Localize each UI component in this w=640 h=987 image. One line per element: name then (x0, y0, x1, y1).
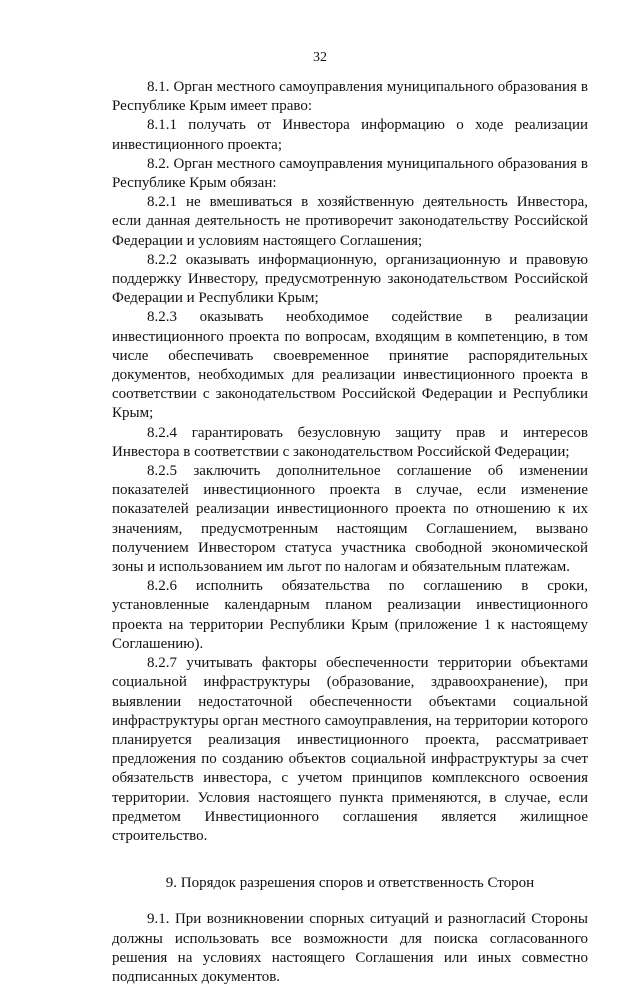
page-number: 32 (313, 50, 327, 65)
clause-8-2-6: 8.2.6 исполнить обязательства по соглашению в сроки, установленные календарным планом реализации инвестиционного проекта на территории Республики Крым (приложение 1 к настоящему Соглашению). (112, 578, 588, 652)
clause-8-2: 8.2. Орган местного самоуправления муниципального образования в Республике Крым обязан: (112, 155, 588, 192)
clause-8-2-1: 8.2.1 не вмешиваться в хозяйственную деятельность Инвестора, если данная деятельность не противоречит законодательству Российской Федерации и условиям настоящего Соглашения; (112, 194, 588, 249)
clause-8-1-1: 8.1.1 получать от Инвестора информацию о ходе реализации инвестиционного проекта; (112, 117, 588, 153)
document-body (112, 78, 588, 987)
clause-9-1: 9.1. При возникновении спорных ситуаций и разногласий Стороны должны использовать все возможности для поиска согласованного решения на условиях настоящего Соглашения или иных совместно подписанных документов. (112, 911, 588, 985)
clause-8-2-3: 8.2.3 оказывать необходимое содействие в реализации инвестиционного проекта по вопросам, входящим в компетенцию, в том числе обеспечивать своевременное принятие распорядительных документов, необходимых для реализации инвестиционного проекта в соответствии с законодательством Российской Федерации и Республики Крым; (112, 309, 588, 422)
clause-8-1: 8.1. Орган местного самоуправления муниципального образования в Республике Крым имеет право: (112, 79, 588, 115)
clause-8-2-7: 8.2.7 учитывать факторы обеспеченности территории объектами социальной инфраструктуры (образование, здравоохранение), при выявлении недостаточной обеспеченности объектами социальной инфраструктуры орган местного самоуправления, на территории которого планируется реализация инвестиционного проекта, рассматривает предложения по созданию объектов социальной инфраструктуры за счет обязательств инвестора, с учетом принципов комплексного освоения территории. Условия настоящего пункта применяются, в случае, если предметом Инвестиционного соглашения является жилищное строительство. (112, 655, 588, 844)
clause-8-2-2: 8.2.2 оказывать информационную, организационную и правовую поддержку Инвестору, предусмотренную законодательством Российской Федерации и Республики Крым; (112, 251, 588, 307)
clause-8-2-4: 8.2.4 гарантировать безусловную защиту прав и интересов Инвестора в соответствии с законодательством Российской Федерации; (112, 424, 588, 460)
section-heading: 9. Порядок разрешения споров и ответственность Сторон (165, 875, 535, 892)
clause-8-2-5: 8.2.5 заключить дополнительное соглашение об изменении показателей инвестиционного проекта в случае, если изменение показателей реализации инвестиционного проекта по отношению к их значениям, предусмотренным настоящим Соглашением, вызвано получением Инвестором статуса участника свободной экономической зоны и использованием им льгот по налогам и обязательным платежам. (112, 463, 588, 576)
